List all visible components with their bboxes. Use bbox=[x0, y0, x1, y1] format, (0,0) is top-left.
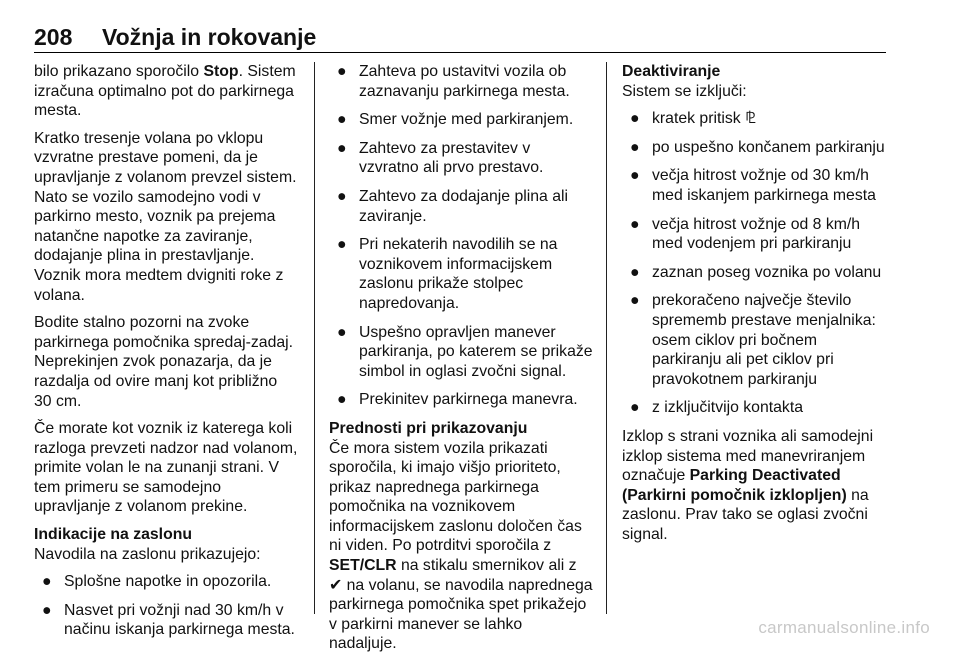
bullet-icon: ● bbox=[337, 391, 347, 409]
list-item-text: zaznan poseg voznika po volanu bbox=[652, 263, 882, 281]
col1-p1-text-a: bilo prikazano sporočilo bbox=[34, 63, 204, 80]
col3-text-a: Izklop s strani voznika ali samodejni izklop sistema med manevriranjem označuje bbox=[622, 427, 874, 485]
list-item-text: kratek pritisk ⅊ bbox=[652, 110, 756, 128]
list-item-text: po uspešno končanem parkiranju bbox=[652, 138, 885, 156]
list-item-text: Pri nekaterih navodilih se na voznikovem informacijskem zaslonu prikaže stolpec napredovanja. bbox=[359, 236, 558, 312]
list-item bbox=[34, 572, 308, 592]
list-item-text: Nasvet pri vožnji nad 30 km/h v načinu iskanja parkirnega mesta. bbox=[64, 601, 295, 639]
col3-text-b: na zaslonu. Prav tako se oglasi zvočni signal. bbox=[622, 486, 869, 543]
list-item bbox=[329, 187, 599, 226]
col2-text-b: na stikalu smernikov ali z bbox=[400, 557, 577, 575]
col3-paragraph bbox=[622, 427, 888, 545]
col1-heading: Indikacije na zaslonu bbox=[34, 526, 193, 544]
parking-deactivated-label: Parking Deactivated (Parkirni pomočnik izklopljen) bbox=[622, 467, 847, 504]
bullet-icon: ● bbox=[630, 138, 640, 156]
list-item-text: Zahtevo za prestavitev v vzvratno ali prvo prestavo. bbox=[359, 139, 544, 177]
set-clr-label: SET/CLR bbox=[329, 557, 397, 575]
bullet-icon: ● bbox=[630, 167, 640, 185]
column-2 bbox=[329, 62, 599, 662]
checkmark-icon: ✔ bbox=[329, 576, 343, 594]
bullet-icon: ● bbox=[337, 236, 347, 254]
col1-paragraph-2: Kratko tresenje volana po vklopu vzvratne prestave pomeni, da je upravljanje z volanom prevzel sistem. Nato se vozilo samodejno vodi v parkirno mesto, voznik pa prejema natančne napotke za zaviranje, dodajanje plina in prestavljanje. Voznik mora medtem dvigniti roke z volana. bbox=[34, 129, 297, 304]
bullet-icon: ● bbox=[630, 292, 640, 310]
footer-watermark bbox=[0, 618, 960, 638]
col3-bullet-list bbox=[622, 109, 888, 418]
list-item bbox=[622, 291, 888, 389]
column-divider-2 bbox=[606, 62, 607, 614]
watermark-text: carmanualsonline.info bbox=[758, 618, 930, 637]
list-item bbox=[329, 110, 599, 130]
list-item bbox=[622, 166, 888, 205]
col3-heading: Deaktiviranje bbox=[622, 63, 721, 80]
bullet-icon: ● bbox=[337, 139, 347, 157]
list-item-text: Splošne napotke in opozorila. bbox=[64, 573, 272, 591]
list-item-text: večja hitrost vožnje od 8 km/h med vodenjem pri parkiranju bbox=[652, 215, 861, 253]
col1-intro: Navodila na zaslonu prikazujejo: bbox=[34, 545, 261, 563]
header-rule bbox=[34, 52, 886, 53]
column-1 bbox=[34, 62, 308, 649]
list-item-text: večja hitrost vožnje od 30 km/h med iskanjem parkirnega mesta bbox=[652, 167, 876, 204]
bullet-icon: ● bbox=[42, 573, 52, 591]
col1-paragraph-4: Če morate kot voznik iz katerega koli razloga prevzeti nadzor nad volanom, primite volan le na zunanji strani. V tem primeru se samodejno upravljanje z volanom prekine. bbox=[34, 420, 298, 516]
page-number: 208 bbox=[34, 24, 73, 50]
list-item bbox=[622, 138, 888, 158]
list-item-text: Prekinitev parkirnega manevra. bbox=[359, 391, 578, 409]
bullet-icon: ● bbox=[337, 111, 347, 129]
list-item bbox=[622, 109, 888, 129]
stop-label: Stop bbox=[203, 63, 239, 80]
list-item bbox=[329, 62, 599, 101]
page-title: Vožnja in rokovanje bbox=[102, 24, 317, 50]
bullet-icon: ● bbox=[42, 601, 52, 619]
list-item bbox=[329, 323, 599, 382]
bullet-icon: ● bbox=[337, 187, 347, 205]
list-item bbox=[329, 235, 599, 313]
bullet-icon: ● bbox=[337, 63, 347, 80]
bullet-icon: ● bbox=[630, 263, 640, 281]
bullet-icon: ● bbox=[630, 215, 640, 233]
list-item bbox=[329, 139, 599, 178]
list-item-text: Uspešno opravljen manever parkiranja, po katerem se prikaže simbol in oglasi zvočni signal. bbox=[359, 323, 593, 380]
col1-paragraph-3: Bodite stalno pozorni na zvoke parkirnega pomočnika spredaj-zadaj. Neprekinjen zvok ponazarja, da je razdalja od ovire manj kot približno 30 cm. bbox=[34, 314, 294, 410]
column-divider-1 bbox=[314, 62, 315, 614]
list-item-text: prekoračeno največje število sprememb prestave menjalnika: osem ciklov pri bočnem parkiranju ali pet ciklov pri pravokotnem parkiranju bbox=[652, 292, 876, 388]
col2-bullet-list bbox=[329, 62, 599, 410]
col3-intro: Sistem se izključi: bbox=[622, 82, 747, 100]
list-item-text: Zahteva po ustavitvi vozila ob zaznavanju parkirnega mesta. bbox=[359, 63, 570, 100]
col2-text-a: Če mora sistem vozila prikazati sporočila, ki imajo višjo prioriteto, prikaz naprednega parkirnega pomočnika na voznikovem informacijskem zaslonu določen čas ni viden. Po potrditvi sporočila z bbox=[329, 439, 582, 555]
bullet-icon: ● bbox=[630, 399, 640, 417]
list-item-text: Zahtevo za dodajanje plina ali zaviranje. bbox=[359, 187, 569, 225]
page-header bbox=[34, 24, 886, 52]
column-3 bbox=[622, 62, 888, 552]
bullet-icon: ● bbox=[337, 323, 347, 341]
list-item bbox=[622, 398, 888, 418]
col2-text-c: na volanu, se navodila naprednega parkirnega pomočnika spet prikažejo v parkirni manever se lahko nadaljuje. bbox=[329, 576, 593, 653]
list-item-text: z izključitvijo kontakta bbox=[652, 399, 804, 417]
col1-p1-text-b: . Sistem izračuna optimalno pot do parkirnega mesta. bbox=[34, 63, 296, 120]
list-item-text: Smer vožnje med parkiranjem. bbox=[359, 111, 574, 129]
col2-heading: Prednosti pri prikazovanju bbox=[329, 419, 528, 437]
list-item bbox=[622, 215, 888, 254]
list-item bbox=[622, 263, 888, 283]
col1-paragraph-1 bbox=[34, 62, 308, 121]
list-item bbox=[329, 390, 599, 410]
bullet-icon: ● bbox=[630, 110, 640, 128]
